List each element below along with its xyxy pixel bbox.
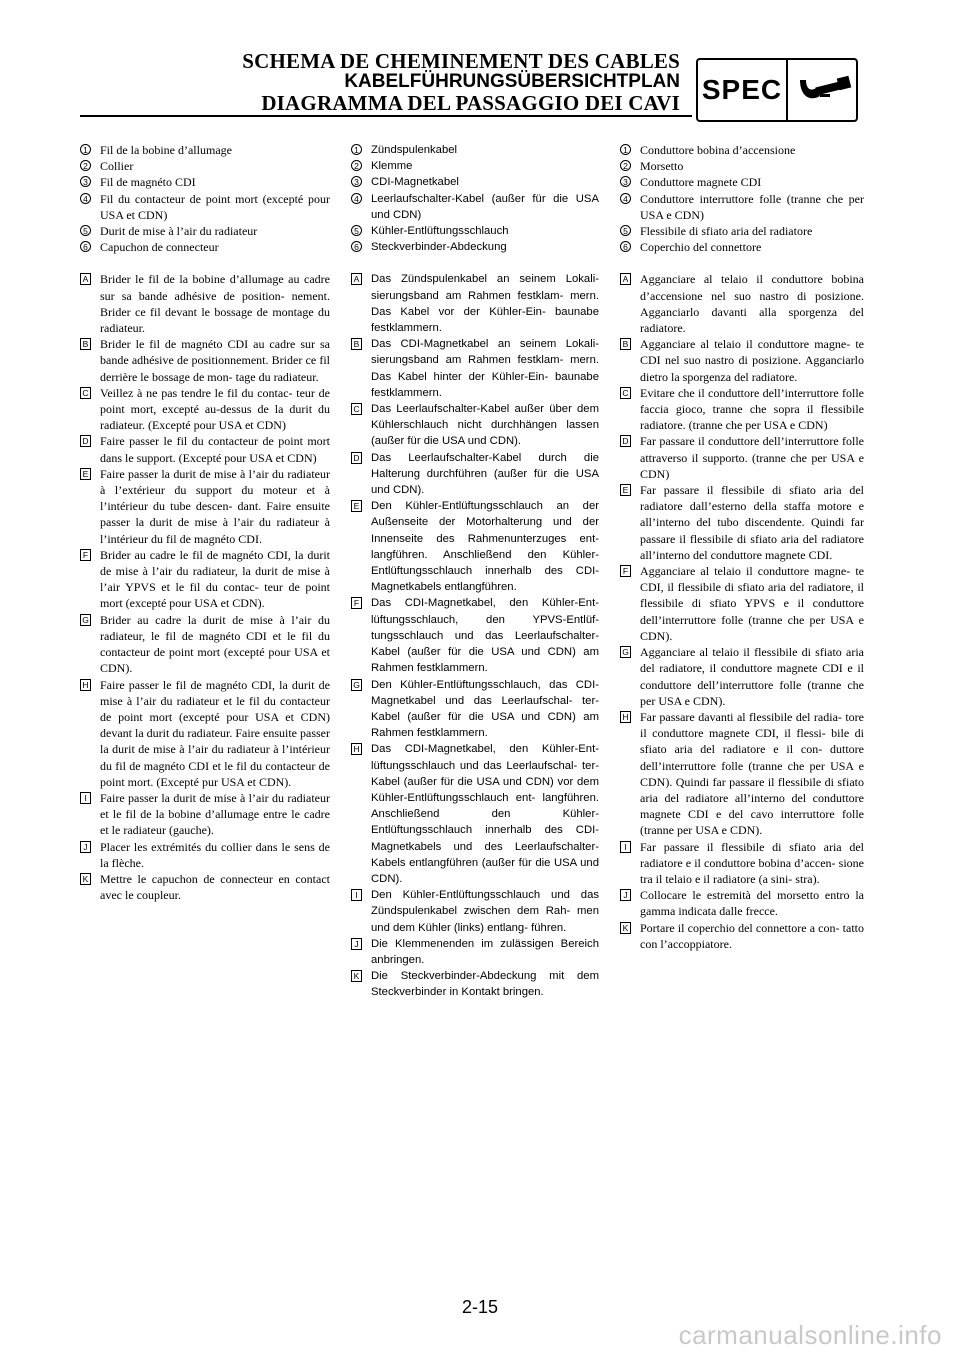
note-item bbox=[620, 336, 864, 385]
note-letter-marker: B bbox=[351, 338, 362, 350]
note-item bbox=[620, 709, 864, 839]
part-item bbox=[620, 223, 864, 239]
part-text: Collier bbox=[100, 159, 134, 174]
note-text: Das CDI-Magnetkabel, den Kühler-Ent- lüftungsschlauch und das Leerlaufschal- ter-Kabel (außer für die USA und CDN) vor dem Kühler-Entlüftungsschlauch ent- langführen. Anschließend den Kühler- Entlüftungsschlauch innerhalb des CDI- Magnetkabels und des Leerlaufschalter- Kabels entlangführen (außer für die USA und CDN). bbox=[371, 743, 599, 885]
part-item bbox=[620, 142, 864, 158]
note-text: Far passare il flessibile di sfiato aria del radiatore e il conduttore bobina d’accen- sione tra il telaio e il radiatore (a sini- stra). bbox=[640, 839, 864, 886]
note-letter-marker: I bbox=[80, 792, 91, 804]
part-text: Coperchio del connettore bbox=[640, 240, 762, 255]
title-german: KABELFÜHRUNGSÜBERSICHTPLAN bbox=[344, 71, 680, 92]
note-text: Placer les extrémités du collier dans le sens de la flèche. bbox=[100, 839, 330, 870]
note-letter-marker: D bbox=[351, 452, 362, 464]
notes-list bbox=[620, 271, 864, 952]
note-text: Das Leerlaufschalter-Kabel außer über dem Kühlerschlauch nicht durchhängen lassen (außer für die USA und CDN). bbox=[371, 403, 599, 448]
part-number-marker: 6 bbox=[351, 241, 362, 252]
note-text: Faire passer le fil du contacteur de point mort dans le support. (Excepté pour USA et CDN) bbox=[100, 434, 330, 465]
part-item bbox=[80, 174, 330, 190]
note-item bbox=[620, 385, 864, 434]
part-text: Fil du contacteur de point mort (excepté pour USA et CDN) bbox=[100, 191, 330, 222]
note-letter-marker: F bbox=[351, 597, 362, 609]
watermark: carmanualsonline.info bbox=[678, 1320, 942, 1350]
note-text: Portare il coperchio del connettore a con- tatto con l’accoppiatore. bbox=[640, 920, 864, 951]
part-number-marker: 1 bbox=[620, 144, 631, 155]
note-text: Far passare il conduttore dell’interruttore folle attraverso il supporto. (tranne che per USA e CDN) bbox=[640, 434, 864, 481]
note-text: Das Leerlaufschalter-Kabel durch die Halterung durchführen (außer für die USA und CDN). bbox=[371, 451, 599, 497]
part-number-marker: 1 bbox=[351, 144, 362, 155]
part-text: Morsetto bbox=[640, 159, 684, 174]
part-number-marker: 3 bbox=[620, 176, 631, 187]
note-text: Den Kühler-Entlüftungsschlauch an der Außenseite der Motorhalterung und der Innenseite des Rahmenunterzuges ent- langführen. Anschließend den Kühler- Entlüftungsschlauch innerhalb des CDI- Magnetkabels entlangführen. bbox=[371, 500, 599, 594]
note-letter-marker: E bbox=[351, 500, 362, 512]
note-text: Brider le fil de magnéto CDI au cadre sur sa bande adhésive de positionnement. Brider ce fil derrière le bossage de mon- tage du radiateur. bbox=[100, 337, 330, 384]
note-item bbox=[351, 271, 599, 336]
note-item bbox=[620, 563, 864, 644]
note-letter-marker: F bbox=[80, 549, 91, 561]
part-number-marker: 6 bbox=[620, 241, 631, 252]
note-item bbox=[351, 936, 599, 968]
note-text: Brider le fil de la bobine d’allumage au cadre sur sa bande adhésive de position- nement. Brider ce fil devant le bossage de montage du radiateur. bbox=[100, 272, 330, 336]
column-german bbox=[351, 142, 599, 1001]
note-letter-marker: J bbox=[351, 938, 362, 950]
part-number-marker: 3 bbox=[80, 176, 91, 187]
note-letter-marker: B bbox=[620, 338, 631, 350]
title-french: SCHEMA DE CHEMINEMENT DES CABLES bbox=[242, 49, 680, 73]
note-letter-marker: E bbox=[620, 484, 631, 496]
note-item bbox=[351, 968, 599, 1000]
note-item bbox=[80, 547, 330, 612]
note-letter-marker: A bbox=[620, 273, 631, 285]
column-italian bbox=[620, 142, 864, 952]
note-text: Agganciare al telaio il conduttore magne- te CDI, il flessibile di sfiato aria del radiatore, il flessibile di sfiato YPVS e il conduttore dell’interruttore folle (tranne che per USA e CDN). bbox=[640, 564, 864, 643]
note-text: Far passare il flessibile di sfiato aria del radiatore dall’esterno della staffa motore e all’interno del tubo discendente. Quindi far passare il flessibile di sfiato aria del radiatore all’interno del conduttore magnete CDI. bbox=[640, 483, 864, 562]
note-letter-marker: C bbox=[351, 403, 362, 415]
note-text: Den Kühler-Entlüftungsschlauch und das Zündspulenkabel zwischen dem Rah- men und dem Kühler (links) entlang- führen. bbox=[371, 889, 599, 934]
part-text: Flessibile di sfiato aria del radiatore bbox=[640, 224, 813, 239]
part-number-marker: 5 bbox=[80, 225, 91, 236]
header-rule bbox=[80, 115, 692, 117]
notes-list bbox=[80, 271, 330, 903]
note-item bbox=[351, 401, 599, 450]
part-number-marker: 2 bbox=[80, 160, 91, 171]
note-text: Brider au cadre le fil de magnéto CDI, la durit de mise à l’air du radiateur, la durit de mise à l’air YPVS et le fil du contac- teur de point mort (excepté pour USA et CDN). bbox=[100, 547, 330, 611]
note-text: Den Kühler-Entlüftungsschlauch, das CDI-Magnetkabel und das Leerlaufschal- ter-Kabel (außer für die USA und CDN) am Rahmen festklammern. bbox=[371, 678, 599, 740]
part-number-marker: 5 bbox=[351, 225, 362, 236]
note-text: Veillez à ne pas tendre le fil du contac- teur de point mort, excepté au-dessus de la durit du radiateur. (Excepté pour USA et CDN) bbox=[100, 385, 330, 433]
note-letter-marker: K bbox=[351, 970, 362, 982]
note-item bbox=[80, 336, 330, 385]
note-text: Far passare davanti al flessibile del radia- tore il conduttore magnete CDI, il flessi- bile di sfiato aria del radiatore e il con- duttore dell’interruttore folle (tranne che per USA e CDN). Quindi far passare il flessibile di sfiato aria del radiatore all’interno del conduttore magnete CDI e del cavo interruttore folle (tranne per USA e CDN). bbox=[640, 709, 864, 838]
part-item bbox=[351, 158, 599, 174]
parts-list bbox=[620, 142, 864, 255]
part-text: Capuchon de connecteur bbox=[100, 240, 219, 255]
note-letter-marker: I bbox=[351, 889, 362, 901]
section-label: SPEC bbox=[701, 74, 783, 105]
note-text: Agganciare al telaio il conduttore bobina d’accensione nel suo nastro di posizione. Agganciarlo davanti alla sporgenza del radiatore. bbox=[640, 272, 864, 336]
part-item bbox=[351, 142, 599, 158]
note-item bbox=[620, 482, 864, 563]
note-item bbox=[620, 271, 864, 336]
part-text: CDI-Magnetkabel bbox=[371, 176, 459, 189]
part-number-marker: 4 bbox=[620, 193, 631, 204]
note-item bbox=[351, 887, 599, 936]
note-item bbox=[80, 677, 330, 790]
note-letter-marker: G bbox=[351, 679, 362, 691]
wrench-icon bbox=[794, 72, 854, 108]
note-text: Agganciare al telaio il flessibile di sfiato aria del radiatore, il conduttore magnete CDI e il conduttore dell’interruttore folle (tranne che per USA e CDN). bbox=[640, 645, 864, 708]
note-text: Faire passer la durit de mise à l’air du radiateur à l’extérieur du support du moteur et à l’intérieur du tube descen- dant. Faire ensuite passer la durit de mise à l’air du radiateur à l’intérieur du fil de magnéto CDI. bbox=[100, 466, 330, 546]
part-text: Conduttore magnete CDI bbox=[640, 175, 762, 190]
note-item bbox=[80, 790, 330, 839]
note-letter-marker: A bbox=[351, 273, 362, 285]
part-item bbox=[80, 142, 330, 158]
note-item bbox=[620, 887, 864, 919]
part-text: Conduttore bobina d’accensione bbox=[640, 143, 796, 157]
note-item bbox=[620, 433, 864, 482]
note-item bbox=[351, 450, 599, 499]
note-item bbox=[80, 612, 330, 677]
note-item bbox=[80, 839, 330, 871]
note-item bbox=[351, 498, 599, 595]
note-text: Brider au cadre la durit de mise à l’air du radiateur, le fil de magnéto CDI et le fil du contacteur de point mort (excepté pour USA et CDN). bbox=[100, 612, 330, 676]
parts-list bbox=[351, 142, 599, 255]
note-item bbox=[351, 741, 599, 887]
part-item bbox=[80, 158, 330, 174]
part-text: Fil de la bobine d’allumage bbox=[100, 143, 232, 157]
part-item bbox=[620, 174, 864, 190]
note-text: Evitare che il conduttore dell’interruttore folle faccia gioco, tranne che sopra il flessibile radiatore. (tranne che per USA e CDN) bbox=[640, 385, 864, 433]
part-number-marker: 1 bbox=[80, 144, 91, 155]
part-number-marker: 4 bbox=[351, 193, 362, 204]
note-letter-marker: K bbox=[80, 873, 91, 885]
part-item bbox=[620, 239, 864, 255]
part-number-marker: 6 bbox=[80, 241, 91, 252]
note-text: Collocare le estremità del morsetto entro la gamma indicata dalle frecce. bbox=[640, 888, 864, 919]
note-text: Faire passer le fil de magnéto CDI, la durit de mise à l’air du radiateur et le fil du contacteur de point mort (excepté pour USA et CDN) devant la durit du radiateur. Faire ensuite passer la durit de mise à l’air du radiateur à l’intérieur du fil de magnéto CDI et le fil du contacteur de point mort. (Excepté pur USA et CDN). bbox=[100, 677, 330, 789]
note-letter-marker: D bbox=[80, 435, 91, 447]
part-item bbox=[351, 174, 599, 190]
note-text: Das Zündspulenkabel an seinem Lokali- sierungsband am Rahmen festklam- mern. Das Kabel vor der Kühler-Ein- baunabe festklammern. bbox=[371, 273, 599, 335]
part-item bbox=[620, 191, 864, 223]
part-text: Conduttore interruttore folle (tranne che per USA e CDN) bbox=[640, 191, 864, 222]
note-item bbox=[351, 677, 599, 742]
note-letter-marker: A bbox=[80, 273, 91, 285]
part-text: Zündspulenkabel bbox=[371, 144, 458, 156]
part-item bbox=[80, 223, 330, 239]
part-item bbox=[351, 223, 599, 239]
note-letter-marker: J bbox=[80, 841, 91, 853]
note-letter-marker: H bbox=[351, 743, 362, 755]
note-item bbox=[80, 433, 330, 465]
part-number-marker: 2 bbox=[620, 160, 631, 171]
part-text: Steckverbinder-Abdeckung bbox=[371, 241, 507, 254]
note-letter-marker: C bbox=[620, 387, 631, 399]
part-text: Fil de magnéto CDI bbox=[100, 175, 196, 190]
note-item bbox=[620, 644, 864, 709]
note-letter-marker: C bbox=[80, 387, 91, 399]
note-text: Mettre le capuchon de connecteur en contact avec le coupleur. bbox=[100, 871, 330, 903]
part-number-marker: 5 bbox=[620, 225, 631, 236]
part-text: Durit de mise à l’air du radiateur bbox=[100, 224, 258, 239]
parts-list bbox=[80, 142, 330, 255]
part-item bbox=[80, 239, 330, 255]
part-text: Leerlaufschalter-Kabel (außer für die USA und CDN) bbox=[371, 192, 599, 221]
section-badge bbox=[696, 58, 858, 122]
note-letter-marker: H bbox=[80, 679, 91, 691]
note-letter-marker: B bbox=[80, 338, 91, 350]
note-item bbox=[620, 839, 864, 888]
note-text: Das CDI-Magnetkabel, den Kühler-Ent- lüftungsschlauch, den YPVS-Entlüf- tungsschlauch und das Leerlaufschalter- Kabel (außer für die USA und CDN) am Rahmen festklammern. bbox=[371, 597, 599, 675]
note-item bbox=[80, 466, 330, 547]
note-item bbox=[620, 920, 864, 952]
section-badge-divider bbox=[786, 60, 788, 120]
note-letter-marker: F bbox=[620, 565, 631, 577]
part-text: Klemme bbox=[371, 160, 413, 173]
part-item bbox=[351, 239, 599, 255]
note-letter-marker: I bbox=[620, 841, 631, 853]
part-number-marker: 3 bbox=[351, 176, 362, 187]
notes-list bbox=[351, 271, 599, 1000]
note-text: Das CDI-Magnetkabel an seinem Lokali- sierungsband am Rahmen festklam- mern. Das Kabel hinter der Kühler-Ein- baunabe festklammern. bbox=[371, 338, 599, 399]
note-item bbox=[80, 271, 330, 336]
page-number: 2-15 bbox=[461, 1297, 499, 1317]
column-french bbox=[80, 142, 330, 903]
note-letter-marker: G bbox=[80, 614, 91, 626]
note-text: Faire passer la durit de mise à l’air du radiateur et le fil de la bobine d’allumage entre le cadre et le radiateur (gauche). bbox=[100, 790, 330, 838]
note-letter-marker: E bbox=[80, 468, 91, 480]
note-text: Agganciare al telaio il conduttore magne- te CDI nel suo nastro di posizione. Agganciarlo dietro la sporgenza del radiatore. bbox=[640, 337, 864, 384]
part-item bbox=[351, 191, 599, 223]
note-item bbox=[80, 871, 330, 903]
title-italian: DIAGRAMMA DEL PASSAGGIO DEI CAVI bbox=[261, 91, 680, 115]
part-item bbox=[620, 158, 864, 174]
note-letter-marker: G bbox=[620, 646, 631, 658]
note-text: Die Klemmenenden im zulässigen Bereich anbringen. bbox=[371, 937, 599, 966]
note-letter-marker: H bbox=[620, 711, 631, 723]
page-header bbox=[242, 50, 680, 114]
part-item bbox=[80, 191, 330, 223]
note-letter-marker: J bbox=[620, 889, 631, 901]
part-number-marker: 4 bbox=[80, 193, 91, 204]
part-number-marker: 2 bbox=[351, 160, 362, 171]
note-text: Die Steckverbinder-Abdeckung mit dem Steckverbinder in Kontakt bringen. bbox=[371, 970, 599, 999]
note-letter-marker: D bbox=[620, 435, 631, 447]
note-item bbox=[80, 385, 330, 434]
note-item bbox=[351, 336, 599, 401]
part-text: Kühler-Entlüftungsschlauch bbox=[371, 225, 509, 238]
note-item bbox=[351, 595, 599, 676]
note-letter-marker: K bbox=[620, 922, 631, 934]
